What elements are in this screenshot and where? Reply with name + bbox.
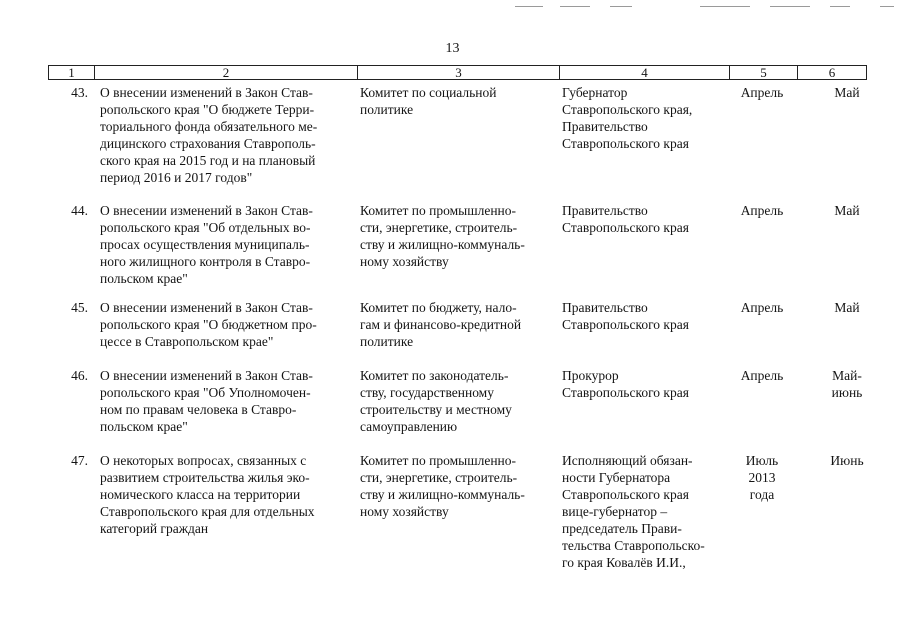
review-period-line: Май (834, 85, 860, 100)
legislative-initiative-author-line: Ставропольского края, (562, 102, 693, 117)
review-period (808, 367, 886, 401)
law-title (100, 367, 345, 435)
submission-period-line: года (749, 487, 775, 502)
law-title-line: О внесении изменений в Закон Став- (100, 368, 313, 383)
law-title-line: дицинского страхования Ставрополь- (100, 136, 316, 151)
legislative-initiative-author-line: Ставропольского края (562, 220, 689, 235)
responsible-committee-line: строительству и местному (360, 402, 512, 417)
submission-period-line: Апрель (740, 85, 784, 100)
review-period-line: Май (834, 300, 860, 315)
submission-period (732, 84, 792, 101)
legislative-initiative-author-line: Прокурор (562, 368, 619, 383)
submission-period (732, 452, 792, 503)
scan-artifact (700, 6, 750, 7)
responsible-committee-line: ству и жилищно-коммуналь- (360, 487, 525, 502)
responsible-committee-line: политике (360, 102, 414, 117)
row-number: 44. (71, 203, 88, 218)
law-title-line: цессе в Ставропольском крае" (100, 334, 274, 349)
legislative-initiative-author (562, 84, 724, 152)
legislative-initiative-author-line: Правительство (562, 119, 648, 134)
responsible-committee (360, 452, 550, 520)
page-number: 13 (445, 41, 460, 56)
law-title-line: номического класса на территории (100, 487, 301, 502)
legislative-initiative-author-line: го края Ковалёв И.И., (562, 555, 686, 570)
submission-period-line: Июль (745, 453, 779, 468)
responsible-committee-line: сти, энергетике, строитель- (360, 220, 518, 235)
law-title-line: ского края на 2015 год и на плановый (100, 153, 316, 168)
responsible-committee-line: ному хозяйству (360, 254, 449, 269)
responsible-committee (360, 367, 550, 435)
review-period (808, 452, 886, 469)
responsible-committee-line: Комитет по бюджету, нало- (360, 300, 517, 315)
submission-period-line: Апрель (740, 300, 784, 315)
review-period (808, 84, 886, 101)
law-title-line: ропольского края "О бюджете Терри- (100, 102, 315, 117)
column-number-6: 6 (828, 65, 836, 80)
law-title-line: просах осуществления муниципаль- (100, 237, 310, 252)
law-title (100, 202, 345, 287)
law-title-line: О внесении изменений в Закон Став- (100, 85, 313, 100)
submission-period-line: Апрель (740, 368, 784, 383)
law-title (100, 84, 345, 186)
legislative-initiative-author-line: Ставропольского края (562, 487, 689, 502)
column-number-1: 1 (49, 66, 95, 79)
submission-period-line: Апрель (740, 203, 784, 218)
review-period (808, 299, 886, 316)
law-title-line: ропольского края "Об Уполномочен- (100, 385, 311, 400)
legislative-initiative-author (562, 367, 724, 401)
responsible-committee-line: ству и жилищно-коммуналь- (360, 237, 525, 252)
submission-period (732, 299, 792, 316)
responsible-committee-line: Комитет по промышленно- (360, 203, 517, 218)
legislative-initiative-author (562, 452, 724, 571)
column-number-3: 3 (358, 66, 560, 79)
review-period-line: Май- (832, 368, 862, 383)
responsible-committee-line: сти, энергетике, строитель- (360, 470, 518, 485)
legislative-initiative-author-line: Ставропольского края (562, 385, 689, 400)
responsible-committee (360, 202, 550, 270)
law-title-line: ропольского края "О бюджетном про- (100, 317, 317, 332)
law-title (100, 299, 345, 350)
law-title-line: Ставропольского края для отдельных (100, 504, 315, 519)
scan-artifact (515, 6, 543, 7)
law-title-line: категорий граждан (100, 521, 209, 536)
column-number-4: 4 (560, 66, 730, 79)
legislative-initiative-author-line: Ставропольского края (562, 136, 689, 151)
legislative-initiative-author-line: Губернатор (562, 85, 628, 100)
legislative-initiative-author-line: Правительство (562, 300, 648, 315)
responsible-committee-line: гам и финансово-кредитной (360, 317, 522, 332)
submission-period (732, 367, 792, 384)
law-title-line: О внесении изменений в Закон Став- (100, 300, 313, 315)
row-number: 43. (71, 85, 88, 100)
review-period-line: июнь (831, 385, 863, 400)
scan-artifact (880, 6, 894, 7)
legislative-initiative-author-line: Исполняющий обязан- (562, 453, 693, 468)
responsible-committee (360, 299, 550, 350)
table-column-numbers (48, 65, 867, 80)
responsible-committee-line: Комитет по законодатель- (360, 368, 509, 383)
column-number-2: 2 (95, 66, 358, 79)
law-title (100, 452, 345, 537)
row-number: 45. (71, 300, 88, 315)
law-title-line: ториального фонда обязательного ме- (100, 119, 318, 134)
responsible-committee (360, 84, 550, 118)
submission-period-line: 2013 (748, 470, 776, 485)
legislative-initiative-author-line: ности Губернатора (562, 470, 671, 485)
scan-artifact (770, 6, 810, 7)
legislative-initiative-author-line: Ставропольского края (562, 317, 689, 332)
column-number-5: 5 (730, 66, 798, 79)
law-title-line: развитием строительства жилья эко- (100, 470, 310, 485)
responsible-committee-line: ству, государственному (360, 385, 494, 400)
law-title-line: польском крае" (100, 271, 188, 286)
review-period-line: Июнь (830, 453, 864, 468)
legislative-initiative-author-line: председатель Прави- (562, 521, 682, 536)
responsible-committee-line: Комитет по социальной (360, 85, 497, 100)
law-title-line: ропольского края "Об отдельных во- (100, 220, 311, 235)
review-period-line: Май (834, 203, 860, 218)
row-number: 46. (71, 368, 88, 383)
law-title-line: ного жилищного контроля в Ставро- (100, 254, 311, 269)
responsible-committee-line: ному хозяйству (360, 504, 449, 519)
responsible-committee-line: самоуправлению (360, 419, 458, 434)
law-title-line: польском крае" (100, 419, 188, 434)
legislative-initiative-author (562, 202, 724, 236)
responsible-committee-line: политике (360, 334, 414, 349)
scan-artifact (560, 6, 590, 7)
legislative-initiative-author (562, 299, 724, 333)
legislative-initiative-author-line: вице-губернатор – (562, 504, 668, 519)
legislative-initiative-author-line: тельства Ставропольско- (562, 538, 705, 553)
law-title-line: О некоторых вопросах, связанных с (100, 453, 307, 468)
submission-period (732, 202, 792, 219)
scan-artifact (830, 6, 850, 7)
review-period (808, 202, 886, 219)
row-number: 47. (71, 453, 88, 468)
scan-artifact (610, 6, 632, 7)
responsible-committee-line: Комитет по промышленно- (360, 453, 517, 468)
law-title-line: период 2016 и 2017 годов" (100, 170, 253, 185)
legislative-initiative-author-line: Правительство (562, 203, 648, 218)
law-title-line: О внесении изменений в Закон Став- (100, 203, 313, 218)
law-title-line: ном по правам человека в Ставро- (100, 402, 297, 417)
